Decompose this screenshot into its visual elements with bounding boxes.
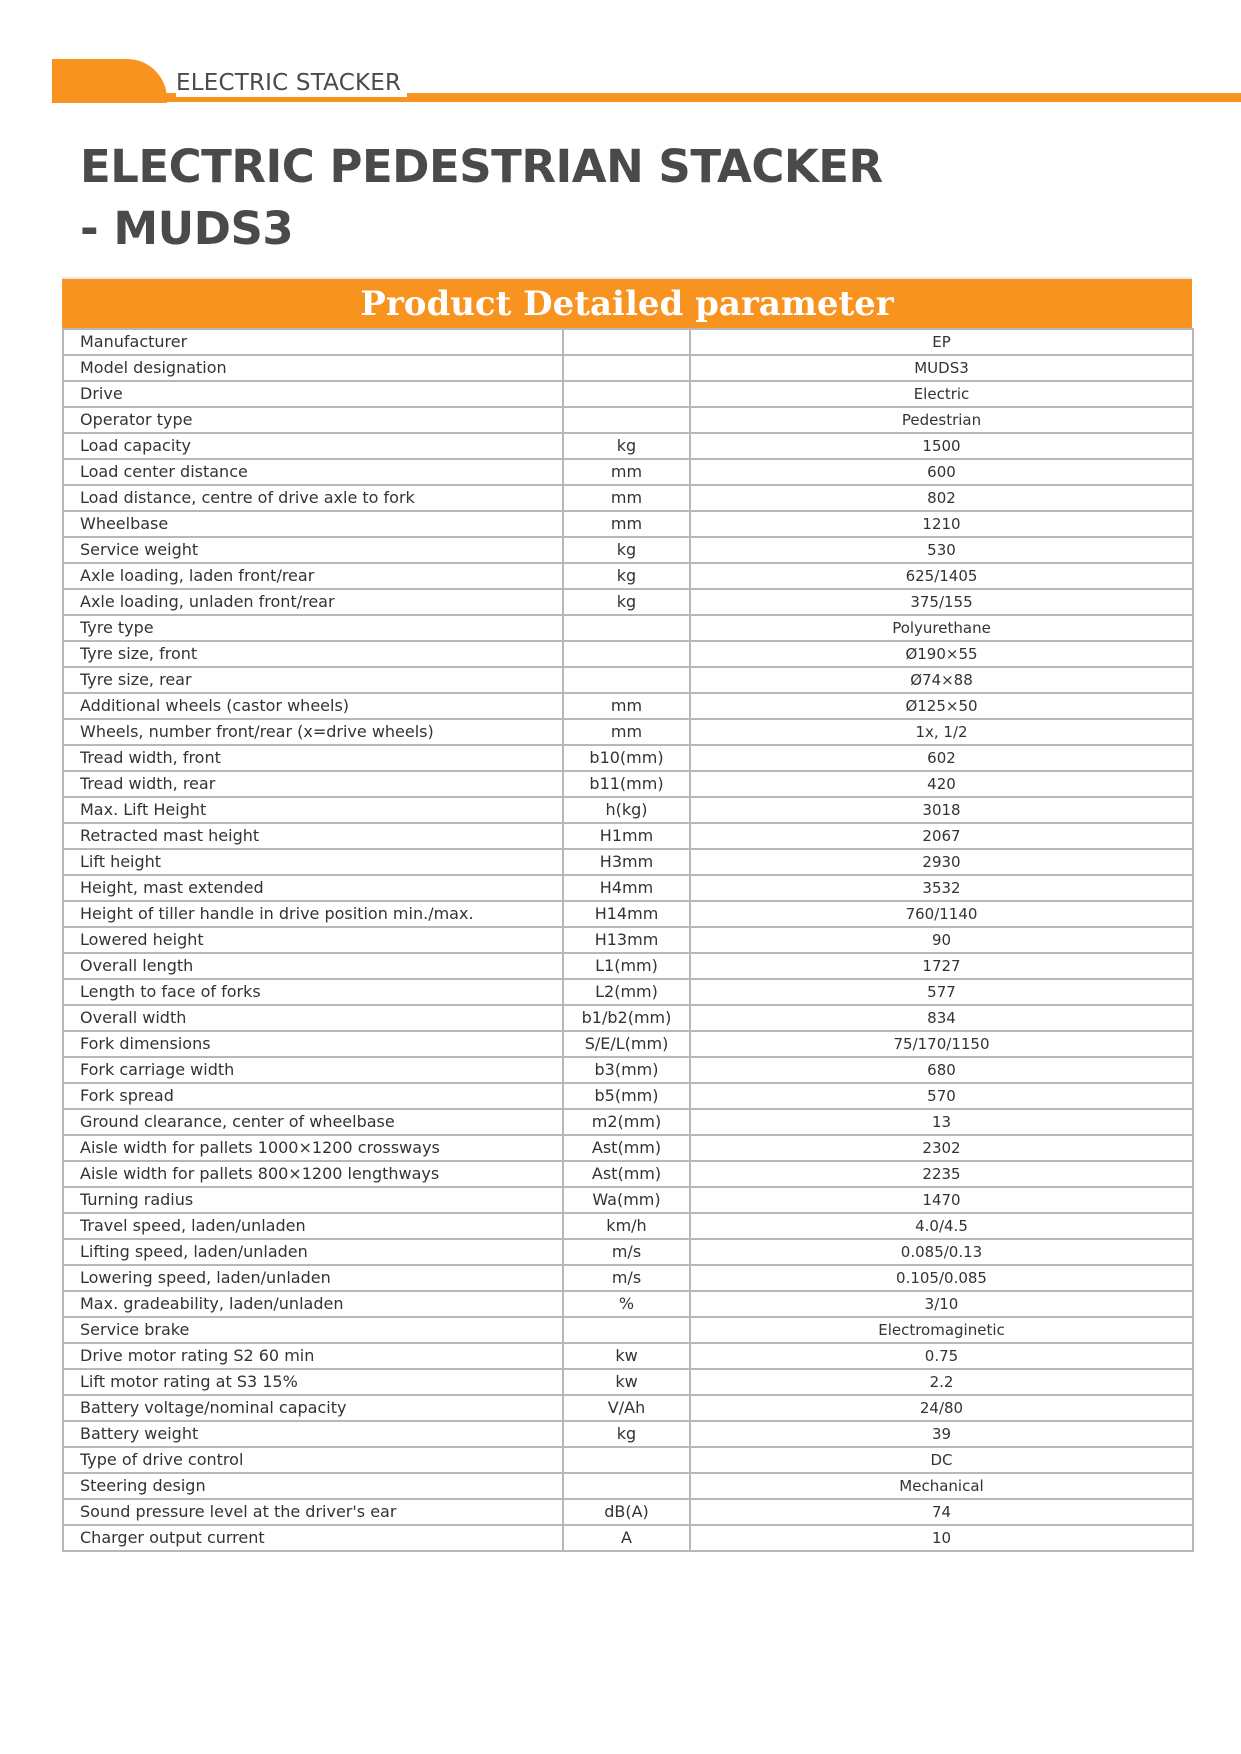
- spec-row: [63, 1213, 1193, 1239]
- spec-name-cell: Tread width, rear: [63, 771, 563, 797]
- spec-row: [63, 1343, 1193, 1369]
- spec-value-cell: 3532: [690, 875, 1193, 901]
- spec-unit-cell: b1/b2(mm): [563, 1005, 690, 1031]
- spec-name-cell: Aisle width for pallets 800×1200 lengthways: [63, 1161, 563, 1187]
- spec-unit-cell: kg: [563, 563, 690, 589]
- spec-value-cell: 577: [690, 979, 1193, 1005]
- spec-value-cell: DC: [690, 1447, 1193, 1473]
- spec-name-cell: Lowered height: [63, 927, 563, 953]
- spec-row: [63, 1395, 1193, 1421]
- spec-value-cell: 2302: [690, 1135, 1193, 1161]
- spec-name-cell: Axle loading, unladen front/rear: [63, 589, 563, 615]
- spec-value-cell: MUDS3: [690, 355, 1193, 381]
- spec-value-cell: 2.2: [690, 1369, 1193, 1395]
- spec-row: [63, 355, 1193, 381]
- spec-name-cell: Tread width, front: [63, 745, 563, 771]
- spec-row: [63, 381, 1193, 407]
- spec-value-cell: 10: [690, 1525, 1193, 1551]
- spec-name-cell: Length to face of forks: [63, 979, 563, 1005]
- spec-row: [63, 563, 1193, 589]
- spec-value-cell: 4.0/4.5: [690, 1213, 1193, 1239]
- spec-value-cell: Ø190×55: [690, 641, 1193, 667]
- spec-value-cell: Electromaginetic: [690, 1317, 1193, 1343]
- spec-value-cell: 1500: [690, 433, 1193, 459]
- spec-row: [63, 693, 1193, 719]
- title-line-2: - MUDS3: [80, 202, 294, 255]
- spec-value-cell: Electric: [690, 381, 1193, 407]
- section-label: ELECTRIC STACKER: [176, 69, 407, 97]
- spec-unit-cell: A: [563, 1525, 690, 1551]
- spec-value-cell: 530: [690, 537, 1193, 563]
- spec-name-cell: Retracted mast height: [63, 823, 563, 849]
- spec-row: [63, 329, 1193, 355]
- spec-row: [63, 1447, 1193, 1473]
- spec-name-cell: Max. Lift Height: [63, 797, 563, 823]
- spec-value-cell: 1470: [690, 1187, 1193, 1213]
- spec-name-cell: Wheelbase: [63, 511, 563, 537]
- spec-row: [63, 641, 1193, 667]
- spec-row: [63, 1317, 1193, 1343]
- spec-value-cell: 13: [690, 1109, 1193, 1135]
- spec-value-cell: 570: [690, 1083, 1193, 1109]
- spec-value-cell: 75/170/1150: [690, 1031, 1193, 1057]
- spec-value-cell: 90: [690, 927, 1193, 953]
- spec-value-cell: 0.105/0.085: [690, 1265, 1193, 1291]
- spec-row: [63, 1525, 1193, 1551]
- spec-value-cell: 600: [690, 459, 1193, 485]
- spec-row: [63, 1005, 1193, 1031]
- spec-unit-cell: [563, 1473, 690, 1499]
- spec-name-cell: Tyre type: [63, 615, 563, 641]
- spec-unit-cell: kg: [563, 589, 690, 615]
- spec-row: [63, 615, 1193, 641]
- spec-unit-cell: [563, 381, 690, 407]
- spec-row: [63, 875, 1193, 901]
- spec-row: [63, 901, 1193, 927]
- spec-unit-cell: h(kg): [563, 797, 690, 823]
- spec-value-cell: 39: [690, 1421, 1193, 1447]
- spec-row: [63, 1369, 1193, 1395]
- spec-unit-cell: kw: [563, 1369, 690, 1395]
- spec-unit-cell: Wa(mm): [563, 1187, 690, 1213]
- spec-name-cell: Overall width: [63, 1005, 563, 1031]
- spec-unit-cell: m2(mm): [563, 1109, 690, 1135]
- spec-name-cell: Lift motor rating at S3 15%: [63, 1369, 563, 1395]
- spec-value-cell: Mechanical: [690, 1473, 1193, 1499]
- spec-row: [63, 927, 1193, 953]
- spec-name-cell: Lifting speed, laden/unladen: [63, 1239, 563, 1265]
- spec-name-cell: Battery weight: [63, 1421, 563, 1447]
- spec-row: [63, 849, 1193, 875]
- spec-name-cell: Fork spread: [63, 1083, 563, 1109]
- spec-name-cell: Turning radius: [63, 1187, 563, 1213]
- spec-row: [63, 1031, 1193, 1057]
- spec-unit-cell: L2(mm): [563, 979, 690, 1005]
- spec-unit-cell: H1mm: [563, 823, 690, 849]
- spec-name-cell: Service weight: [63, 537, 563, 563]
- spec-name-cell: Drive: [63, 381, 563, 407]
- spec-value-cell: Polyurethane: [690, 615, 1193, 641]
- spec-row: [63, 485, 1193, 511]
- spec-row: [63, 1135, 1193, 1161]
- spec-value-cell: 1727: [690, 953, 1193, 979]
- spec-row: [63, 1265, 1193, 1291]
- spec-name-cell: Max. gradeability, laden/unladen: [63, 1291, 563, 1317]
- spec-name-cell: Load distance, centre of drive axle to fork: [63, 485, 563, 511]
- spec-value-cell: 2930: [690, 849, 1193, 875]
- spec-name-cell: Fork dimensions: [63, 1031, 563, 1057]
- spec-value-cell: 3/10: [690, 1291, 1193, 1317]
- spec-value-cell: 420: [690, 771, 1193, 797]
- spec-row: [63, 953, 1193, 979]
- title-line-1: ELECTRIC PEDESTRIAN STACKER: [80, 140, 883, 193]
- spec-unit-cell: mm: [563, 693, 690, 719]
- spec-value-cell: 0.75: [690, 1343, 1193, 1369]
- spec-name-cell: Wheels, number front/rear (x=drive wheels): [63, 719, 563, 745]
- spec-row: [63, 1499, 1193, 1525]
- spec-name-cell: Tyre size, rear: [63, 667, 563, 693]
- spec-unit-cell: [563, 641, 690, 667]
- spec-unit-cell: mm: [563, 459, 690, 485]
- table-banner: Product Detailed parameter: [62, 277, 1192, 329]
- spec-table-body: [63, 329, 1193, 1551]
- spec-name-cell: Type of drive control: [63, 1447, 563, 1473]
- spec-row: [63, 1473, 1193, 1499]
- spec-row: [63, 719, 1193, 745]
- spec-value-cell: 760/1140: [690, 901, 1193, 927]
- spec-row: [63, 1109, 1193, 1135]
- spec-unit-cell: Ast(mm): [563, 1161, 690, 1187]
- spec-name-cell: Drive motor rating S2 60 min: [63, 1343, 563, 1369]
- spec-name-cell: Battery voltage/nominal capacity: [63, 1395, 563, 1421]
- spec-value-cell: 375/155: [690, 589, 1193, 615]
- spec-value-cell: 1210: [690, 511, 1193, 537]
- spec-value-cell: 3018: [690, 797, 1193, 823]
- spec-value-cell: 602: [690, 745, 1193, 771]
- spec-name-cell: Sound pressure level at the driver's ear: [63, 1499, 563, 1525]
- spec-name-cell: Ground clearance, center of wheelbase: [63, 1109, 563, 1135]
- spec-name-cell: Tyre size, front: [63, 641, 563, 667]
- spec-unit-cell: m/s: [563, 1239, 690, 1265]
- spec-name-cell: Fork carriage width: [63, 1057, 563, 1083]
- spec-row: [63, 1187, 1193, 1213]
- spec-unit-cell: b3(mm): [563, 1057, 690, 1083]
- spec-unit-cell: H4mm: [563, 875, 690, 901]
- spec-name-cell: Aisle width for pallets 1000×1200 crossways: [63, 1135, 563, 1161]
- spec-unit-cell: [563, 1447, 690, 1473]
- spec-unit-cell: [563, 615, 690, 641]
- spec-value-cell: 2235: [690, 1161, 1193, 1187]
- spec-unit-cell: m/s: [563, 1265, 690, 1291]
- spec-name-cell: Lift height: [63, 849, 563, 875]
- spec-unit-cell: dB(A): [563, 1499, 690, 1525]
- spec-unit-cell: [563, 407, 690, 433]
- spec-name-cell: Charger output current: [63, 1525, 563, 1551]
- spec-unit-cell: [563, 1317, 690, 1343]
- spec-unit-cell: V/Ah: [563, 1395, 690, 1421]
- spec-row: [63, 459, 1193, 485]
- spec-row: [63, 1083, 1193, 1109]
- spec-name-cell: Axle loading, laden front/rear: [63, 563, 563, 589]
- spec-value-cell: Ø125×50: [690, 693, 1193, 719]
- spec-row: [63, 823, 1193, 849]
- spec-unit-cell: [563, 329, 690, 355]
- spec-unit-cell: H14mm: [563, 901, 690, 927]
- spec-row: [63, 537, 1193, 563]
- spec-name-cell: Steering design: [63, 1473, 563, 1499]
- spec-row: [63, 589, 1193, 615]
- spec-unit-cell: H13mm: [563, 927, 690, 953]
- document-title: [80, 136, 1080, 260]
- spec-unit-cell: [563, 667, 690, 693]
- spec-name-cell: Load center distance: [63, 459, 563, 485]
- spec-unit-cell: mm: [563, 485, 690, 511]
- spec-row: [63, 667, 1193, 693]
- spec-value-cell: Ø74×88: [690, 667, 1193, 693]
- spec-table: [62, 328, 1194, 1552]
- spec-name-cell: Load capacity: [63, 433, 563, 459]
- spec-row: [63, 433, 1193, 459]
- spec-value-cell: 680: [690, 1057, 1193, 1083]
- spec-row: [63, 1161, 1193, 1187]
- spec-row: [63, 1239, 1193, 1265]
- spec-unit-cell: kw: [563, 1343, 690, 1369]
- spec-value-cell: EP: [690, 329, 1193, 355]
- spec-name-cell: Height, mast extended: [63, 875, 563, 901]
- spec-unit-cell: H3mm: [563, 849, 690, 875]
- spec-unit-cell: kg: [563, 537, 690, 563]
- spec-row: [63, 1057, 1193, 1083]
- spec-unit-cell: km/h: [563, 1213, 690, 1239]
- spec-unit-cell: Ast(mm): [563, 1135, 690, 1161]
- spec-value-cell: 74: [690, 1499, 1193, 1525]
- spec-row: [63, 771, 1193, 797]
- spec-name-cell: Manufacturer: [63, 329, 563, 355]
- spec-value-cell: Pedestrian: [690, 407, 1193, 433]
- spec-unit-cell: L1(mm): [563, 953, 690, 979]
- spec-name-cell: Travel speed, laden/unladen: [63, 1213, 563, 1239]
- spec-value-cell: 802: [690, 485, 1193, 511]
- spec-row: [63, 1291, 1193, 1317]
- spec-name-cell: Overall length: [63, 953, 563, 979]
- spec-unit-cell: kg: [563, 1421, 690, 1447]
- spec-unit-cell: mm: [563, 511, 690, 537]
- spec-name-cell: Lowering speed, laden/unladen: [63, 1265, 563, 1291]
- spec-unit-cell: %: [563, 1291, 690, 1317]
- spec-value-cell: 2067: [690, 823, 1193, 849]
- spec-value-cell: 625/1405: [690, 563, 1193, 589]
- spec-unit-cell: S/E/L(mm): [563, 1031, 690, 1057]
- spec-unit-cell: [563, 355, 690, 381]
- spec-value-cell: 1x, 1/2: [690, 719, 1193, 745]
- spec-name-cell: Operator type: [63, 407, 563, 433]
- spec-unit-cell: b11(mm): [563, 771, 690, 797]
- spec-unit-cell: b10(mm): [563, 745, 690, 771]
- spec-name-cell: Service brake: [63, 1317, 563, 1343]
- spec-unit-cell: kg: [563, 433, 690, 459]
- spec-row: [63, 979, 1193, 1005]
- spec-name-cell: Height of tiller handle in drive position min./max.: [63, 901, 563, 927]
- spec-value-cell: 0.085/0.13: [690, 1239, 1193, 1265]
- spec-row: [63, 1421, 1193, 1447]
- spec-unit-cell: mm: [563, 719, 690, 745]
- spec-row: [63, 745, 1193, 771]
- spec-row: [63, 511, 1193, 537]
- spec-name-cell: Additional wheels (castor wheels): [63, 693, 563, 719]
- spec-value-cell: 24/80: [690, 1395, 1193, 1421]
- spec-row: [63, 407, 1193, 433]
- spec-row: [63, 797, 1193, 823]
- spec-unit-cell: b5(mm): [563, 1083, 690, 1109]
- spec-name-cell: Model designation: [63, 355, 563, 381]
- spec-value-cell: 834: [690, 1005, 1193, 1031]
